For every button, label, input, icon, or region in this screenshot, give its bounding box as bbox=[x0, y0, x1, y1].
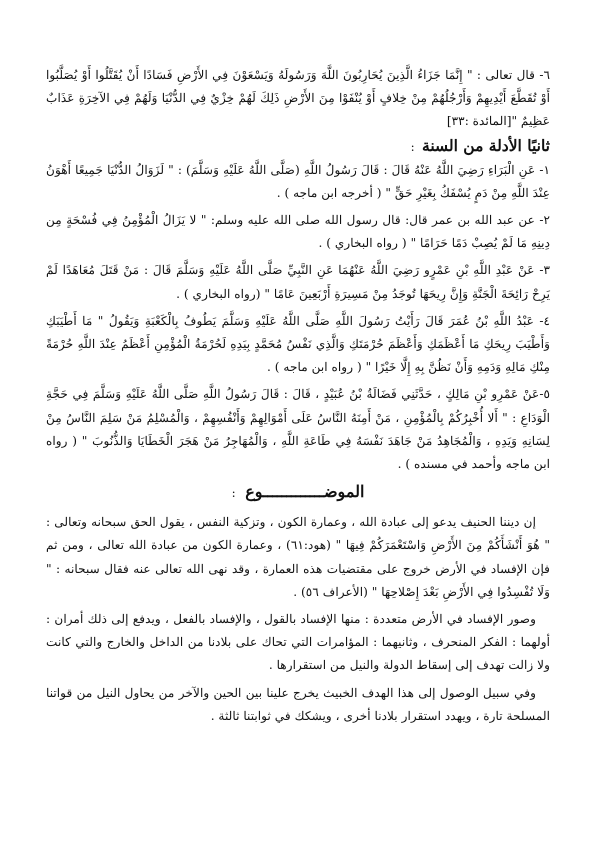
hadith-paragraph-2: ٢- عن عبد الله بن عمر قال: قال رسول الله صلى الله عليه وسلم: " لا يَزَالُ الْمُؤْمِنُ فِي فُسْحَةٍ مِن دِينِهِ مَا لَمْ يُصِبْ دَمًا حَرَامًا " ( رواه البخاري ) . bbox=[46, 213, 550, 251]
body-paragraph-3: وفي سبيل الوصول إلى هذا الهدف الخبيث يخرج علينا بين الحين والآخر من يحاول النيل من قواتنا المسلحة تارة ، ويهدد استقرار بلادنا أخرى ، ويشكك في ثوابتنا ثالثة . bbox=[46, 685, 550, 723]
topic-heading-tatweel: ـــــــــــ bbox=[267, 482, 320, 502]
document-page bbox=[46, 64, 550, 822]
body-paragraph-1: إن ديننا الحنيف يدعو إلى عبادة الله ، وعمارة الكون ، وتزكية النفس ، يقول الحق سبحانه وتعالى : " هُوَ أَنْشَأَكُمْ مِنَ الأَرْضِ وَاسْتَعْمَرَكُمْ فِيهَا " (هود:٦١) ، وعمارة الكون من عبادة الله تعالى ، ومن ثم فإن الإفساد في الأرض خروج على مقتضيات هذه العمارة ، وقد نهى الله تعالى عنه فقال سبحانه : " وَلَا تُفْسِدُوا فِي الأَرْضِ بَعْدَ إِصْلاحِهَا " (الأعراف ٥٦) . bbox=[46, 515, 550, 599]
hadith-paragraph-3: ٣- عَنْ عَبْدِ اللَّهِ بْنِ عَمْرٍو رَضِيَ اللَّهُ عَنْهُمَا عَنِ النَّبِيِّ صَلَّى اللَّهُ عَلَيْهِ وَسَلَّمَ قَالَ : مَنْ قَتَلَ مُعَاهَدًا لَمْ يَرِحْ رَائِحَةَ الْجَنَّةِ وَإِنَّ رِيحَهَا تُوجَدُ مِنْ مَسِيرَةِ أَرْبَعِينَ عَامًا " (رواه البخاري ) . bbox=[46, 263, 550, 301]
hadith-paragraph-5: ٥-عَنْ عَمْرِو بْنِ مَالِكٍ ، حَدَّثَنِي فَضَالَةُ بْنُ عُبَيْدٍ ، قَالَ : قَالَ رَسُولُ اللَّهِ صَلَّى اللَّهُ عَلَيْهِ وَسَلَّمَ فِي حَجَّةِ الْوَدَاعِ : " أَلا أُخْبِرُكُمْ بِالْمُؤْمِنِ ، مَنْ أَمِنَهُ النَّاسُ عَلَى أَمْوَالِهِمْ وَأَنْفُسِهِمْ ، وَالْمُسْلِمُ مَنْ سَلِمَ النَّاسُ مِنْ لِسَانِهِ وَيَدِهِ ، وَالْمُجَاهِدُ مَنْ جَاهَدَ نَفْسَهُ فِي طَاعَةِ اللَّهِ ، وَالْمُهَاجِرُ مَنْ هَجَرَ الْخَطَايَا وَالذُّنُوبَ " ( رواه ابن ماجه وأحمد في مسنده ) . bbox=[46, 387, 550, 472]
sunnah-evidence-heading bbox=[46, 136, 550, 157]
hadith-paragraph-4: ٤- عَبْدُ اللَّهِ بْنُ عُمَرَ قَالَ رَأَيْتُ رَسُولَ اللَّهِ صَلَّى اللَّهُ عَلَيْهِ وَسَلَّمَ يَطُوفُ بِالْكَعْبَةِ وَيَقُولُ " مَا أَطْيَبَكِ وَأَطْيَبَ رِيحَكِ مَا أَعْظَمَكِ وَأَعْظَمَ حُرْمَتَكِ وَالَّذِي نَفْسُ مُحَمَّدٍ بِيَدِهِ لَحُرْمَةُ الْمُؤْمِنِ أَعْظَمُ عِنْدَ اللَّهِ حُرْمَةً مِنْكِ مَالِهِ وَدَمِهِ وَأَنْ نَظُنَّ بِهِ إِلَّا خَيْرًا " ( رواه ابن ماجه ) . bbox=[46, 313, 550, 375]
topic-heading-colon: : bbox=[231, 486, 236, 501]
body-paragraph-2: وصور الإفساد في الأرض متعددة : منها الإفساد بالقول ، والإفساد بالفعل ، ويدفع إلى ذلك أمران : أولهما : الفكر المنحرف ، وثانيهما : المؤامرات التي تحاك على بلادنا من الداخل والخارج والتي كانت ولا زالت تهدف إلى إسقاط الدولة والنيل من استقرارها . bbox=[46, 612, 550, 673]
topic-heading-start: الموضـ bbox=[319, 482, 365, 502]
hadith-paragraph-1: ١- عَنِ الْبَرَاءِ رَضِيَ اللَّهُ عَنْهُ قَالَ : قَالَ رَسُولُ اللَّهِ (صَلَّى اللَّهُ عَلَيْهِ وَسَلَّمَ) : " لَزَوَالُ الدُّنْيَا جَمِيعًا أَهْوَنُ عِنْدَ اللَّهِ مِنْ دَمٍ يُسْفَكُ بِغَيْرِ حَقٍّ " ( أخرجه ابن ماجه ) . bbox=[46, 162, 550, 200]
quran-verse-paragraph: ٦- قال تعالى : " إِنَّمَا جَزَاءُ الَّذِينَ يُحَارِبُونَ اللَّهَ وَرَسُولَهُ وَيَسْعَوْنَ فِي الأَرْضِ فَسَادًا أَنْ يُقَتَّلُوا أَوْ يُصَلَّبُوا أَوْ تُقَطَّعَ أَيْدِيهِمْ وَأَرْجُلُهُمْ مِنْ خِلافٍ أَوْ يُنْفَوْا مِنَ الأَرْضِ ذَلِكَ لَهُمْ خِزْيٌ فِي الدُّنْيَا وَلَهُمْ فِي الآخِرَةِ عَذَابٌ عَظِيمٌ "[المائدة :٣٣] bbox=[46, 68, 550, 129]
topic-heading bbox=[46, 480, 550, 505]
topic-heading-end: ـوع bbox=[245, 482, 268, 502]
sunnah-heading-text: ثانيًا الأدلة من السنة bbox=[422, 135, 550, 155]
sunnah-heading-colon: : bbox=[410, 139, 415, 154]
